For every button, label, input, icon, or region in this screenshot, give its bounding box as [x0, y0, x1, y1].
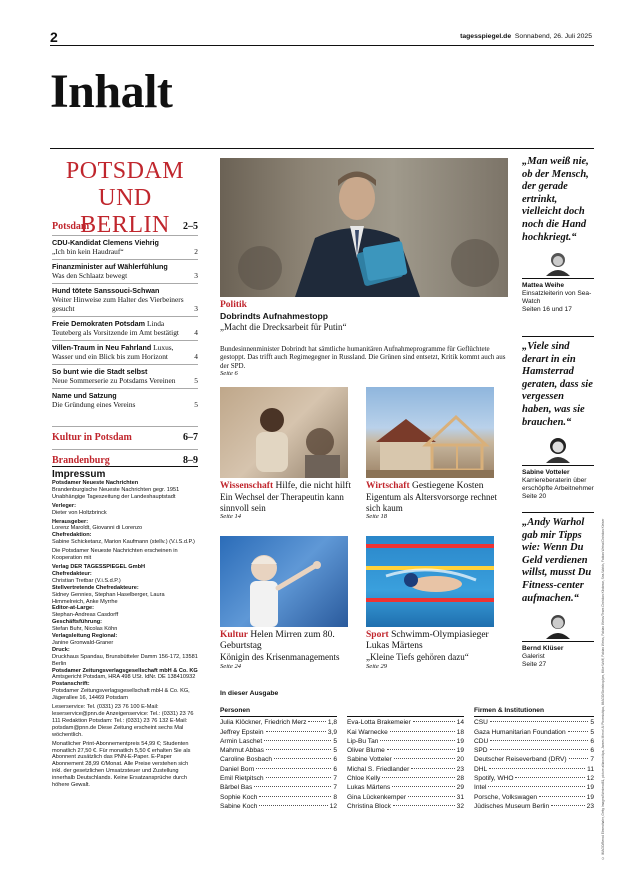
- index-row[interactable]: [220, 718, 337, 727]
- index-row[interactable]: [347, 728, 464, 737]
- lead-kicker: Politik: [220, 300, 247, 310]
- quote-person-name: Sabine Votteler: [522, 469, 570, 477]
- vl: Janine Gronwald-Graner: [52, 639, 114, 646]
- teaser-science[interactable]: [220, 481, 358, 520]
- index-row[interactable]: [220, 783, 337, 792]
- teaser-kicker: Kultur: [220, 630, 248, 640]
- index-entry-name: Daniel Born: [220, 765, 255, 773]
- index-leader: [266, 777, 332, 778]
- index-row[interactable]: [474, 802, 594, 811]
- index-entry-page: 28: [456, 775, 464, 783]
- toc-pages: 8–9: [183, 455, 198, 466]
- index-entry-page: 19: [586, 793, 594, 801]
- toc-pages: 2–5: [183, 221, 198, 232]
- index-row[interactable]: [347, 746, 464, 755]
- index-entry-page: 12: [586, 775, 594, 783]
- lead-headline: Dobrindts Aufnahmestopp: [220, 311, 329, 321]
- toc-entry-text: [52, 391, 135, 409]
- index-row[interactable]: [474, 783, 594, 792]
- index-leader: [413, 721, 455, 722]
- index-entry-page: 5: [590, 728, 594, 736]
- index-firms-heading: Firmen & Institutionen: [474, 706, 594, 717]
- toc-entry-text: [52, 262, 168, 280]
- index-leader: [411, 768, 454, 769]
- index-leader: [390, 731, 455, 732]
- index-entry-page: 8: [333, 793, 337, 801]
- index-leader: [394, 758, 455, 759]
- quote-person-role: Galerist: [522, 652, 545, 660]
- stellv: Sidney Gennies, Stephan Haselberger, Laura Himmelreich, Anke Myrrhe: [52, 591, 165, 605]
- toc: [52, 221, 198, 466]
- index-row[interactable]: [474, 728, 594, 737]
- paper-desc: Brandenburgische Neueste Nachrichten gegr. 1951 Unabhängige Tageszeitung der Landeshauptstadt: [52, 486, 180, 500]
- section-title-line1: POTSDAM: [65, 158, 185, 184]
- index-leader: [380, 740, 454, 741]
- index-row[interactable]: [347, 737, 464, 746]
- index-leader: [266, 731, 326, 732]
- index-row[interactable]: [347, 718, 464, 727]
- toc-entry-text: [52, 286, 190, 313]
- swimmer-image: [366, 536, 494, 627]
- toc-entry-sub: Weiter Hinweise zum Halter des Vierbeiners gesucht: [52, 295, 184, 313]
- lead-photo[interactable]: [220, 158, 508, 297]
- index-row[interactable]: [220, 755, 337, 764]
- quote-person-name: Mattea Weihe: [522, 282, 565, 290]
- quote-page: Seite 27: [522, 660, 547, 668]
- chefred-heading: Chefredaktion:: [52, 532, 92, 539]
- toc-entry-page: 2: [194, 247, 198, 256]
- index-leader: [254, 786, 331, 787]
- toc-entry-title: Name und Satzung: [52, 391, 117, 400]
- index-entry-name: Caroline Bosbach: [220, 756, 273, 764]
- chefred2-heading: Chefredakteur:: [52, 570, 92, 577]
- index-entry-page: 7: [333, 784, 337, 792]
- toc-entry[interactable]: [52, 316, 198, 337]
- index-leader: [264, 740, 331, 741]
- toc-entry-page: 3: [194, 271, 198, 280]
- teaser-sub: „Kleine Tiefs gehören dazu“: [366, 652, 469, 662]
- toc-entry-sub: „Ich bin kein Haudrauf“: [52, 247, 124, 256]
- toc-entry-page: 4: [194, 328, 198, 337]
- index-title: In dieser Ausgabe: [220, 690, 279, 697]
- quote-page: Seiten 16 und 17: [522, 305, 572, 313]
- druck-heading: Druck:: [52, 646, 70, 653]
- index-entry-page: 31: [456, 793, 464, 801]
- index-leader: [490, 740, 588, 741]
- toc-entry-title: Hund tötete Sanssouci-Schwan: [52, 286, 160, 295]
- index-leader: [266, 749, 331, 750]
- index-entry-page: 5: [333, 747, 337, 755]
- toc-entry-page: 4: [194, 352, 198, 361]
- teaser-kicker: Sport: [366, 630, 389, 640]
- chefred: Sabine Schicketanz, Marion Kaufmann (stellv.) (V.i.S.d.P.): [52, 539, 195, 546]
- teaser-head: Helen Mirren zum 80. Geburtstag: [220, 630, 335, 651]
- quote-text: „Viele sind derart in ein Hamsterrad geraten, dass sie vergessen haben, was sie brauchen.“: [522, 341, 593, 428]
- toc-entry-text: [52, 343, 190, 361]
- index-row[interactable]: [347, 774, 464, 783]
- index-entry-name: Bärbel Bas: [220, 784, 253, 792]
- toc-label: Kultur in Potsdam: [52, 432, 132, 443]
- toc-pages: 6–7: [183, 432, 198, 443]
- title-rule: [50, 148, 594, 149]
- gf: Stefan Buhr, Nicolas Köhn: [52, 626, 118, 633]
- index-leader: [490, 749, 589, 750]
- druck: Druckhaus Spandau, Brunsbütteler Damm 156-172, 13581 Berlin: [52, 653, 198, 667]
- house-construction-image: [366, 387, 494, 478]
- prices: Monatlicher Print-Abonnementpreis 54,99 €; Studenten monatlich 27,50 €. Für monatlich 5,50 € erhalten Sie als Abonnent zusätzlich das PNN-E-Paper. E-Paper Abonnement 28,99 €/Monat. Alle Preise verstehen sich inkl. der gesetzlichen Umsatzsteuer und Zustellung innerhalb Deutschlands. Keine Ersatzansprüche durch höhere Gewalt.: [52, 740, 191, 789]
- quote-person-name: Bernd Klüser: [522, 645, 564, 653]
- teaser-culture[interactable]: [220, 630, 358, 670]
- index-entry-name: Eva-Lotta Brakemeier: [347, 719, 411, 727]
- teaser-head: Gestiegene Kosten: [412, 481, 484, 491]
- actress-image: [220, 536, 348, 627]
- index-entry-page: 6: [590, 737, 594, 745]
- photo-credit: © IMAGO/Bernd Elmenthaler, Getty Images/Westend61, picture alliance/dpa, James Mirror/ Al Phoenix/dpa, IMAGO/Shotshop/pm, Mike Wolff, Fabian Weiss, Fabian Weiss/Team Christian Klinkmar, Sea-Watch, Fabian Weiss/Christian Kleiser: [601, 518, 605, 860]
- index-row[interactable]: [220, 765, 337, 774]
- coop: Die Potsdamer Neueste Nachrichten erscheinen in Kooperation mit: [52, 548, 178, 562]
- toc-entry-text: [52, 367, 175, 385]
- quote-1: [522, 156, 594, 313]
- section-title-line2: UND BERLIN: [80, 185, 170, 238]
- index-row[interactable]: [347, 765, 464, 774]
- toc-entry[interactable]: [52, 235, 198, 256]
- index-entry-name: Kai Warnecke: [347, 728, 388, 736]
- politician-image: [220, 158, 508, 297]
- teaser-business[interactable]: [366, 481, 504, 520]
- index-entry-name: Mahmut Abbas: [220, 747, 264, 755]
- index-entry-name: Christina Block: [347, 802, 391, 810]
- toc-entry-title: CDU-Kandidat Clemens Viehrig: [52, 238, 159, 247]
- post-heading: Postanschrift:: [52, 681, 90, 688]
- index-leader: [490, 721, 588, 722]
- index-entry-page: 7: [590, 756, 594, 764]
- teaser-kicker: Wissenschaft: [220, 481, 274, 491]
- index-row[interactable]: [347, 755, 464, 764]
- toc-entry-page: 3: [194, 304, 198, 313]
- toc-entry-title: So bunt wie die Stadt selbst: [52, 367, 148, 376]
- teaser-sport[interactable]: [366, 630, 504, 670]
- index-persons-heading-spacer: [347, 706, 464, 717]
- editor-heading: Editor-at-Large:: [52, 605, 94, 612]
- index-row[interactable]: [474, 774, 594, 783]
- toc-label: Brandenburg: [52, 455, 110, 466]
- index-entry-page: 32: [456, 802, 464, 810]
- index-entry-page: 23: [586, 802, 594, 810]
- therapy-image: [220, 387, 348, 478]
- teaser-page: Seite 18: [366, 513, 388, 520]
- toc-entry-title: Finanzminister auf Wählerfühlung: [52, 262, 168, 271]
- index-firms-col: [474, 706, 594, 811]
- index-entry-name: Porsche, Volkswagen: [474, 793, 538, 801]
- stellv-heading: Stellvertretende Chefredakteure:: [52, 584, 139, 591]
- portrait-sabine-votteler: [543, 435, 573, 463]
- index-entry-page: 19: [456, 737, 464, 745]
- index-entry-name: Michal S. Friedlander: [347, 765, 410, 773]
- index-row[interactable]: [347, 783, 464, 792]
- site-name[interactable]: tagesspiegel.de: [460, 33, 512, 40]
- quote-text: „Man weiß nie, ob der Mensch, der gerade ertrinkt, vielleicht doch noch die Hand hochkriegt.“: [522, 156, 589, 243]
- issue-date: Sonnabend, 26. Juli 2025: [514, 33, 592, 40]
- index-entry-page: 20: [456, 756, 464, 764]
- index-leader: [274, 758, 331, 759]
- index-row[interactable]: [474, 718, 594, 727]
- portrait-bernd-kluser: [543, 611, 573, 639]
- index-entry-page: 19: [586, 784, 594, 792]
- quote-2: [522, 336, 594, 500]
- index-leader: [259, 796, 331, 797]
- index-entry-page: 29: [456, 784, 464, 792]
- toc-entry-page: 5: [194, 376, 198, 385]
- index-entry-page: 14: [456, 719, 464, 727]
- index-entry-name: Sabine Votteler: [347, 756, 392, 764]
- index-entry-name: Lip-Bu Tan: [347, 737, 379, 745]
- index-leader: [387, 749, 455, 750]
- index-leader: [382, 777, 454, 778]
- index-leader: [393, 805, 455, 806]
- header-rule: [50, 45, 594, 46]
- index-entry-name: Lukas Märtens: [347, 784, 391, 792]
- index-row[interactable]: [474, 765, 594, 774]
- toc-entry-sub: Was den Schlaatz bewegt: [52, 271, 128, 280]
- index-entry-name: Gina Lückenkemper: [347, 793, 407, 801]
- index-leader: [539, 796, 585, 797]
- page-title: Inhalt: [50, 65, 173, 118]
- index-entry-page: 5: [590, 719, 594, 727]
- index-entry-name: Spotify, WHO: [474, 775, 514, 783]
- index-leader: [256, 768, 331, 769]
- verleger-heading: Verleger:: [52, 502, 76, 509]
- quote-person-role: Einsatzleiterin von Sea-Watch: [522, 289, 592, 305]
- quote-person-role: Karriereberaterin über erschöpfte Arbeitnehmer: [522, 476, 594, 492]
- index-row[interactable]: [220, 802, 337, 811]
- lead-text: Bundesinnenminister Dobrindt hat sämtliche humanitären Aufnahmeprogramme für Geflüchtete gestoppt. Das trifft auch Regimegegner in Russland. Die Grünen sind entsetzt, Kritik kommt auch aus der SPD.: [220, 344, 506, 370]
- teaser-sub: Eigentum als Altersvorsorge rechnet sich kaum: [366, 492, 498, 513]
- teaser-page: Seite 14: [220, 513, 242, 520]
- index-entry-name: CDU: [474, 737, 489, 745]
- header-meta: [460, 33, 592, 40]
- impressum-title: Impressum: [52, 466, 198, 480]
- index-entry-page: 5: [333, 737, 337, 745]
- index-row[interactable]: [474, 755, 594, 764]
- hrsg-heading: Herausgeber:: [52, 518, 89, 525]
- index-row[interactable]: [220, 746, 337, 755]
- quote-3: [522, 512, 594, 669]
- index-entry-name: Jüdisches Museum Berlin: [474, 802, 550, 810]
- index-entry-name: DHL: [474, 765, 488, 773]
- impressum-body: [52, 480, 198, 791]
- lead-page: Seite 6: [220, 370, 238, 377]
- toc-entry[interactable]: [52, 283, 198, 313]
- vl-heading: Verlagsleitung Regional:: [52, 633, 118, 640]
- index-entry-page: 6: [590, 747, 594, 755]
- post: Potsdamer Zeitungsverlagsgesellschaft mbH & Co. KG, Jägerallee 16, 14469 Potsdam: [52, 688, 190, 702]
- index-entry-name: Sabine Koch: [220, 802, 258, 810]
- verlag-heading: Verlag DER TAGESSPIEGEL GmbH: [52, 563, 146, 570]
- index-entry-page: 11: [587, 765, 594, 773]
- index-entry-name: Emil Rietpitsch: [220, 775, 264, 783]
- index-entry-page: 23: [456, 765, 464, 773]
- index-entry-name: Julia Klöckner, Friedrich Merz: [220, 719, 307, 727]
- lead-subhead: „Macht die Drecksarbeit für Putin“: [220, 322, 347, 332]
- pzv: Amtsgericht Potsdam, HRA 498 USt. IdNr. DE 138410932: [52, 674, 196, 681]
- teaser-sub: Ein Wechsel der Therapeutin kann sinnvoll sein: [220, 492, 344, 513]
- toc-entry[interactable]: [52, 259, 198, 280]
- teaser-page: Seite 29: [366, 662, 388, 670]
- quote-text: „Andy Warhol gab mir Tipps wie: Wenn Du Geld verdienen willst, musst Du Fitness-center aufmachen.“: [522, 517, 592, 604]
- index-row[interactable]: [347, 793, 464, 802]
- teaser-photo-business[interactable]: [366, 387, 494, 478]
- toc-entry-text: [52, 319, 190, 337]
- teaser-photo-culture[interactable]: [220, 536, 348, 627]
- index-entry-name: Intel: [474, 784, 487, 792]
- index-persons-col2: [347, 706, 464, 811]
- index-leader: [568, 731, 589, 732]
- quote-page: Seite 20: [522, 492, 547, 500]
- teaser-head: Schwimm-Olympiasieger Lukas Märtens: [366, 630, 489, 651]
- index-leader: [489, 768, 585, 769]
- editor: Stephan-Andreas Casdorff: [52, 612, 119, 619]
- toc-entry-title: Freie Demokraten Potsdam: [52, 319, 146, 328]
- index-entry-name: Gaza Humanitarian Foundation: [474, 728, 566, 736]
- index-entry-page: 18: [456, 728, 464, 736]
- index-row[interactable]: [220, 774, 337, 783]
- teaser-page: Seite 24: [220, 662, 242, 670]
- contact: Leserservice: Tel. (0331) 23 76 100 E-Mail: leserservice@pnn.de Anzeigenservice: Tel.: (0331) 23 76 111 Redaktion Potsdam: Tel.: (0331) 23 76 132 E-Mail: potsdam@pnn.de Diese Zeitung erscheint sechs Mal wöchentlich.: [52, 704, 194, 738]
- toc-entry[interactable]: [52, 388, 198, 409]
- toc-brandenburg-head[interactable]: [52, 449, 198, 466]
- toc-entry[interactable]: [52, 364, 198, 385]
- index-leader: [488, 786, 584, 787]
- index-entry-name: CSU: [474, 719, 488, 727]
- index-entry-name: Chloe Kelly: [347, 775, 381, 783]
- index-leader: [551, 805, 585, 806]
- portrait-mattea-weihe: [543, 250, 573, 276]
- index-row[interactable]: [474, 793, 594, 802]
- toc-label: Potsdam: [52, 221, 90, 232]
- teaser-kicker: Wirtschaft: [366, 481, 410, 491]
- index-entry-page: 6: [333, 756, 337, 764]
- index-persons-col1: [220, 706, 337, 811]
- paper-name: Potsdamer Neueste Nachrichten: [52, 480, 139, 486]
- index-entry-name: Sophie Koch: [220, 793, 258, 801]
- index-entry-name: SPD: [474, 747, 488, 755]
- hrsg: Lorenz Maroldt, Giovanni di Lorenzo: [52, 525, 143, 532]
- index-row[interactable]: [220, 737, 337, 746]
- index-persons-heading: Personen: [220, 706, 337, 717]
- toc-potsdam-head[interactable]: [52, 221, 198, 232]
- index-entry-page: 1,8: [327, 719, 337, 727]
- toc-entry[interactable]: [52, 340, 198, 361]
- pzv-heading: Potsdamer Zeitungsverlagsgesellschaft mbH & Co. KG: [52, 667, 198, 674]
- index-leader: [515, 777, 584, 778]
- toc-entry-sub: Luxus, Wasser und ein Blick bis zum Horizont: [52, 343, 174, 361]
- teaser-sub: Königin des Krisenmanagements: [220, 652, 340, 662]
- index-row[interactable]: [474, 746, 594, 755]
- toc-kultur-head[interactable]: [52, 426, 198, 443]
- index-entry-name: Deutscher Reiseverband (DRV): [474, 756, 567, 764]
- page-number: 2: [50, 29, 58, 45]
- index-leader: [408, 796, 455, 797]
- toc-entry-sub: Die Gründung eines Vereins: [52, 400, 136, 409]
- index-leader: [259, 805, 327, 806]
- index-entry-page: 12: [329, 802, 337, 810]
- chefred2: Christian Tretbar (V.i.S.d.P.): [52, 577, 121, 584]
- toc-entry-sub: Neue Sommerserie zu Potsdams Vereinen: [52, 376, 176, 385]
- toc-entry-sub: Linda Teuteberg als Vorsitzende im Amt bestätigt: [52, 319, 179, 337]
- index-leader: [392, 786, 454, 787]
- index-leader: [308, 721, 325, 722]
- index-row[interactable]: [220, 793, 337, 802]
- index-leader: [569, 758, 589, 759]
- teaser-photo-science[interactable]: [220, 387, 348, 478]
- index-entry-page: 19: [456, 747, 464, 755]
- index-entry-name: Armin Laschet: [220, 737, 263, 745]
- index-entry-name: Oliver Blume: [347, 747, 385, 755]
- verleger: Dieter von Holtzbrinck: [52, 509, 107, 516]
- lead-story[interactable]: [220, 300, 508, 377]
- index-entry-name: Jeffrey Epstein: [220, 728, 264, 736]
- gf-heading: Geschäftsführung:: [52, 619, 103, 626]
- index-entry-page: 6: [333, 765, 337, 773]
- toc-entry-page: 5: [194, 400, 198, 409]
- index-entry-page: 7: [333, 775, 337, 783]
- toc-entry-text: [52, 238, 159, 256]
- teaser-head: Hilfe, die nicht hilft: [275, 481, 351, 491]
- teaser-photo-sport[interactable]: [366, 536, 494, 627]
- index-entry-page: 3,9: [327, 728, 337, 736]
- index-row[interactable]: [474, 737, 594, 746]
- toc-entry-title: Villen-Traum in Neu Fahrland: [52, 343, 152, 352]
- index-row[interactable]: [220, 728, 337, 737]
- index-row[interactable]: [347, 802, 464, 811]
